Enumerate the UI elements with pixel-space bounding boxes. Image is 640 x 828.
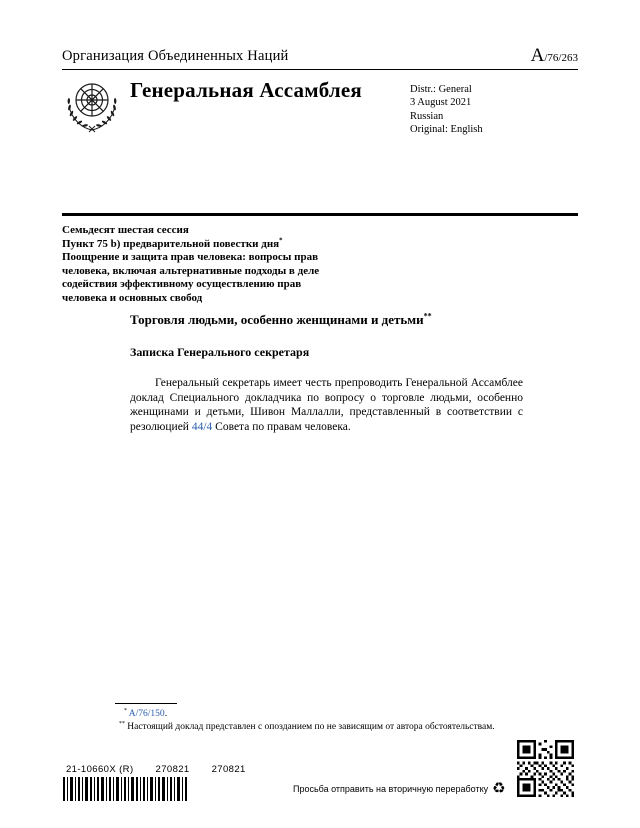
agenda-item-footnote-marker: * bbox=[279, 236, 283, 244]
footnotes-block bbox=[112, 703, 544, 734]
header-divider bbox=[62, 69, 578, 70]
masthead-rule bbox=[62, 213, 578, 216]
date-code-2: 270821 bbox=[211, 764, 246, 775]
assembly-title: Генеральная Ассамблея bbox=[130, 78, 362, 102]
agenda-item-text: Пункт 75 b) предварительной повестки дня bbox=[62, 237, 280, 250]
un-emblem-icon bbox=[62, 72, 122, 136]
header-row bbox=[62, 46, 578, 65]
document-title-text: Торговля людьми, особенно женщинами и детьми bbox=[130, 312, 424, 327]
resolution-link[interactable]: 44/4 bbox=[191, 420, 213, 433]
footnote-1-marker: * bbox=[124, 707, 127, 714]
footnote-2-text: Настоящий доклад представлен с опозданием по не зависящим от автора обстоятельствам. bbox=[127, 721, 495, 732]
agenda-item bbox=[62, 238, 328, 252]
footnote-separator bbox=[115, 703, 177, 704]
recycle-text: Просьба отправить на вторичную переработку bbox=[293, 783, 489, 794]
date-code-1: 270821 bbox=[155, 764, 190, 775]
distribution-block bbox=[410, 83, 483, 137]
session-block bbox=[62, 224, 328, 305]
document-subtitle: Записка Генерального секретаря bbox=[130, 345, 310, 359]
title-footnote-marker: ** bbox=[423, 311, 432, 321]
recycle-icon: ♻ bbox=[492, 780, 506, 797]
paragraph-text-before: Генеральный секретарь имеет честь препроводить Генеральной Ассамблее доклад Специального докладчика по вопросу о торговле людьми, особенно женщинами и детьми, Шивон Маллалли, представленный в соответствии с резолюцией bbox=[130, 377, 523, 433]
document-symbol bbox=[531, 46, 578, 65]
distr-line: Distr.: General bbox=[410, 84, 472, 95]
distr-language: Russian bbox=[410, 110, 444, 122]
session-title: Семьдесят шестая сессия bbox=[62, 224, 189, 236]
paragraph-text-after: Совета по правам человека. bbox=[215, 420, 351, 433]
footnote-document-link[interactable]: A/76/150 bbox=[128, 709, 165, 719]
distr-date: 3 August 2021 bbox=[410, 97, 472, 109]
barcode bbox=[63, 777, 188, 801]
main-content bbox=[130, 312, 523, 434]
footnote-2-marker: ** bbox=[119, 720, 125, 727]
distr-original: Original: English bbox=[410, 124, 483, 136]
qr-code bbox=[517, 740, 574, 797]
footnote-1-suffix: . bbox=[164, 709, 168, 719]
document-symbol-prefix: A bbox=[530, 45, 545, 66]
document-title bbox=[130, 312, 523, 328]
body-paragraph bbox=[130, 376, 523, 434]
recycle-notice bbox=[293, 781, 506, 796]
organization-name: Организация Объединенных Наций bbox=[62, 48, 289, 64]
document-job-code bbox=[66, 764, 246, 775]
footnote-1 bbox=[112, 708, 544, 721]
footnote-2 bbox=[112, 721, 544, 734]
agenda-topic: Поощрение и защита прав человека: вопросы прав человека, включая альтернативные подходы в деле содействия эффективному осуществлению прав человека и основных свобод bbox=[62, 251, 320, 304]
document-symbol-suffix: /76/263 bbox=[544, 52, 578, 64]
job-number: 21-10660X (R) bbox=[66, 764, 134, 775]
